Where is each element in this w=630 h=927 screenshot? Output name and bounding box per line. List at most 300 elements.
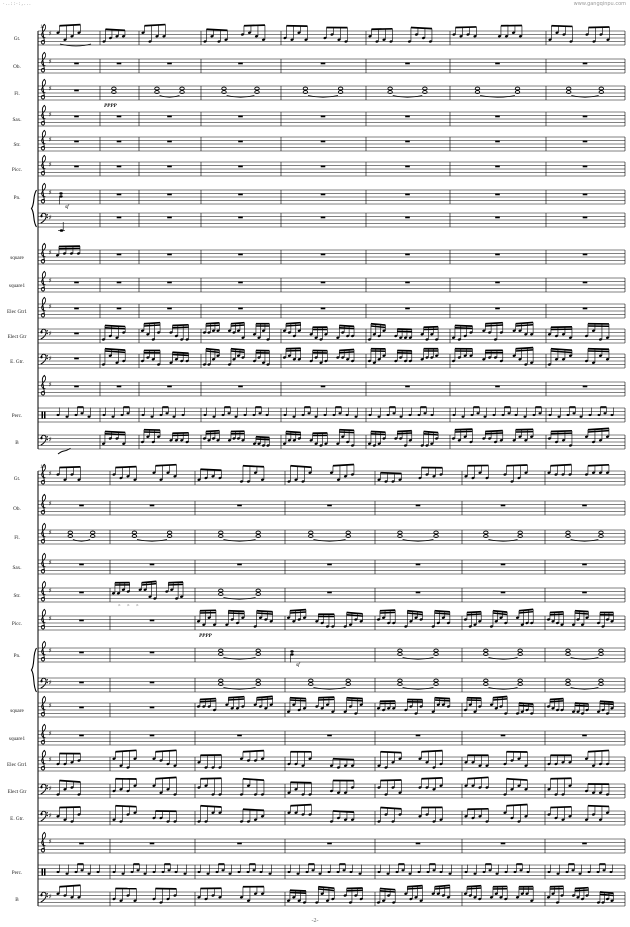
- measure-content: [321, 254, 326, 256]
- key-signature-sharp: ♯: [48, 188, 52, 197]
- measure-content: [452, 322, 534, 341]
- measure-content: [321, 194, 326, 196]
- staff-row-Fl.: [14, 523, 625, 544]
- svg-text:>: >: [118, 602, 121, 608]
- measure-content: [104, 87, 118, 109]
- measure-content: [495, 386, 500, 388]
- measure-content: [321, 63, 326, 65]
- staff-row-Pn.: [14, 641, 625, 692]
- measure-content: [219, 649, 261, 659]
- measure-content: [117, 141, 122, 143]
- measure-content: [56, 754, 81, 766]
- staff-row-E. Gtr.: [10, 348, 625, 368]
- measure-content: [583, 254, 588, 256]
- measure-content: [368, 431, 439, 447]
- measure-content: [582, 843, 587, 845]
- measure-content: [74, 386, 79, 388]
- measure-content: [237, 505, 242, 507]
- measure-content: [167, 194, 172, 196]
- measure-content: [321, 166, 326, 168]
- measure-content: [132, 531, 172, 541]
- key-signature-sharp: ♯: [48, 729, 52, 738]
- key-signature-sharp: ♯: [48, 701, 52, 710]
- key-signature-sharp: ♯: [48, 614, 52, 623]
- staff-label: Ob.: [13, 64, 21, 70]
- measure-content: [219, 589, 261, 599]
- measure-content: [405, 386, 410, 388]
- measure-content: [405, 63, 410, 65]
- measure-content: [416, 564, 421, 566]
- staff-label: E. Gtr.: [10, 816, 24, 822]
- key-signature-sharp: ♯: [48, 29, 52, 38]
- measure-content: [238, 194, 243, 196]
- measure-content: [405, 217, 410, 219]
- measure-content: [583, 308, 588, 310]
- measure-content: [464, 805, 528, 823]
- staff-label: Picc.: [11, 167, 23, 173]
- measure-content: [566, 679, 603, 689]
- measure-content: [547, 750, 609, 767]
- measure-content: [484, 679, 523, 689]
- key-signature-sharp: ♯: [48, 678, 52, 687]
- measure-content: [287, 697, 363, 715]
- measure-content: [290, 650, 301, 668]
- measure-content: [238, 308, 243, 310]
- measure-content: [197, 751, 264, 769]
- measure-content: [112, 465, 177, 482]
- staff-row-Gt.: [14, 464, 625, 485]
- measure-content: [582, 505, 587, 507]
- measure-content: [117, 116, 122, 118]
- measure-content: [287, 781, 354, 797]
- staff-label: Pn.: [13, 195, 21, 201]
- measure-content: [287, 805, 354, 823]
- measure-content: [150, 707, 155, 709]
- measure-content: [117, 63, 122, 65]
- staff-row-Elect Gtr: [8, 322, 625, 343]
- bass-clef-icon: [40, 678, 48, 688]
- measure-content: [167, 116, 172, 118]
- staff-row-Sax.: [12, 553, 625, 574]
- measure-content: [465, 864, 530, 875]
- measure-content: [74, 308, 79, 310]
- staff-row-Elect Gtr: [8, 777, 625, 798]
- staff-label: square: [10, 255, 24, 261]
- measure-content: [548, 428, 610, 447]
- measure-content: [74, 166, 79, 168]
- measure-content: [112, 889, 177, 905]
- measure-content: [112, 777, 177, 796]
- measure-content: [452, 429, 534, 443]
- measure-content: [219, 679, 261, 689]
- measure-content: [416, 735, 421, 737]
- staff-row-Str.: [13, 581, 625, 607]
- measure-content: [405, 141, 410, 143]
- measure-content: [113, 864, 187, 875]
- measure-content: [501, 592, 506, 594]
- measure-content: [398, 679, 438, 689]
- measure-content: [56, 807, 81, 823]
- watermark-top-left: ·..::·:,...: [3, 1, 32, 7]
- measure-content: [141, 430, 189, 444]
- measure-content: [167, 166, 172, 168]
- measure-content: [141, 25, 166, 43]
- measure-content: [495, 63, 500, 65]
- measure-content: [79, 505, 84, 507]
- measure-content: [102, 326, 126, 342]
- measure-content: [495, 217, 500, 219]
- measure-content: [79, 592, 84, 594]
- bass-clef-icon: [40, 784, 48, 794]
- key-signature-sharp: ♯: [48, 558, 52, 567]
- measure-content: [167, 217, 172, 219]
- measure-content: [583, 217, 588, 219]
- measure-content: [197, 610, 273, 639]
- staff-row-B: [15, 428, 625, 454]
- measure-content: [405, 282, 410, 284]
- measure-content: [321, 308, 326, 310]
- measure-content: [68, 531, 95, 541]
- measure-content: [112, 581, 184, 607]
- staff-label: Picc.: [11, 621, 23, 627]
- measure-content: [567, 87, 604, 97]
- system-1: [7, 24, 625, 454]
- measure-content: [238, 217, 243, 219]
- key-signature-sharp: ♯: [48, 755, 52, 764]
- measure-content: [464, 886, 534, 903]
- measure-content: [327, 564, 332, 566]
- measure-content: [155, 87, 184, 97]
- measure-content: [501, 564, 506, 566]
- measure-content: [484, 531, 523, 541]
- measure-content: [453, 407, 542, 418]
- staff-label: Fl.: [14, 91, 20, 97]
- measure-content: [79, 564, 84, 566]
- watermark-site-url: www.gangqinpu.com: [573, 1, 626, 7]
- staff-row-E. Gtr.: [10, 805, 625, 825]
- measure-content: [398, 531, 438, 541]
- measure-content: [416, 843, 421, 845]
- measure-content: [142, 407, 185, 418]
- svg-text:>: >: [127, 602, 130, 608]
- measure-content: [583, 282, 588, 284]
- staff-label: Fl.: [14, 535, 20, 541]
- measure-content: [452, 26, 522, 38]
- measure-content: [197, 696, 273, 711]
- staff-row-Fl.: [14, 79, 625, 109]
- staff-row-Elec Gtr1: [7, 297, 625, 318]
- staff-label: Elec Gtr1: [6, 309, 28, 315]
- measure-content: [377, 468, 443, 484]
- measure-content: [238, 282, 243, 284]
- measure-content: [388, 87, 427, 97]
- key-signature-sharp: ♯: [48, 248, 52, 257]
- measure-content: [74, 141, 79, 143]
- staff-row-Perc.: [12, 407, 625, 422]
- measure-content: [141, 323, 189, 341]
- staff-row-Picc.: [12, 155, 625, 176]
- measure-content: [583, 386, 588, 388]
- measure-content: [484, 649, 523, 659]
- measure-content: [150, 682, 155, 684]
- measure-content: [79, 682, 84, 684]
- measure-content: [548, 864, 613, 875]
- measure-content: [378, 864, 452, 875]
- bass-clef-icon: [40, 892, 48, 902]
- measure-content: [464, 609, 534, 628]
- key-signature-sharp: ♯: [48, 110, 52, 119]
- staff-row-Ob.: [13, 494, 625, 515]
- measure-content: [583, 116, 588, 118]
- measure-content: [238, 254, 243, 256]
- measure-content: [583, 141, 588, 143]
- dynamic-sf: sf: [296, 662, 300, 668]
- measure-content: [117, 254, 122, 256]
- key-signature-sharp: ♯: [48, 528, 52, 537]
- staff-label: Perc.: [11, 870, 23, 876]
- dynamic-pppp: PPPP: [104, 103, 117, 109]
- measure-content: [327, 735, 332, 737]
- measure-content: [141, 351, 189, 367]
- measure-number: 11: [40, 25, 45, 30]
- measure-content: [167, 386, 172, 388]
- staff-row-unnamed-13: [38, 832, 625, 853]
- measure-content: [566, 531, 603, 541]
- measure-content: [377, 807, 443, 823]
- staff-label: square: [10, 708, 24, 714]
- measure-content: [222, 87, 259, 97]
- measure-content: [284, 407, 358, 418]
- bass-clef-icon: [40, 435, 48, 445]
- measure-content: [582, 564, 587, 566]
- measure-content: [117, 166, 122, 168]
- staff-row-square1: [9, 271, 625, 292]
- measure-content: [495, 166, 500, 168]
- percussion-clef-icon: [42, 869, 44, 876]
- staff-label: Str.: [13, 142, 21, 148]
- measure-content: [219, 531, 261, 541]
- measure-content: [377, 885, 451, 904]
- measure-content: [150, 620, 155, 622]
- measure-content: [398, 649, 438, 659]
- measure-content: [203, 323, 270, 341]
- staff-row-Str.: [13, 130, 625, 151]
- measure-content: [150, 564, 155, 566]
- bass-clef-icon: [40, 354, 48, 364]
- staff-label: Elec Gtr1: [6, 762, 28, 768]
- measure-number: 19: [40, 465, 45, 470]
- key-signature-sharp: ♯: [48, 302, 52, 311]
- measure-content: [464, 777, 528, 796]
- measure-content: [238, 63, 243, 65]
- measure-content: [566, 649, 603, 659]
- measure-content: [197, 778, 264, 796]
- measure-content: [56, 25, 91, 46]
- measure-content: [57, 864, 100, 875]
- measure-content: [197, 887, 264, 903]
- measure-content: [495, 116, 500, 118]
- measure-content: [238, 386, 243, 388]
- measure-content: [57, 407, 91, 418]
- staff-label: Elect Gtr: [7, 789, 27, 795]
- measure-content: [150, 652, 155, 654]
- staff-row-square: [10, 243, 625, 264]
- measure-content: [321, 282, 326, 284]
- measure-content: [321, 217, 326, 219]
- measure-content: [368, 349, 439, 365]
- measure-content: [283, 348, 355, 364]
- staff-row-square: [10, 696, 625, 717]
- staff-row-unnamed-7: [38, 678, 625, 692]
- measure-content: [416, 505, 421, 507]
- staff-label: Perc.: [11, 413, 23, 419]
- staff-label: Elect Gtr: [7, 334, 27, 340]
- measure-content: [583, 194, 588, 196]
- measure-content: [74, 358, 79, 360]
- staff-row-unnamed-13: [38, 375, 625, 396]
- staff-row-unnamed-7: [38, 213, 625, 232]
- measure-content: [79, 843, 84, 845]
- measure-content: [405, 194, 410, 196]
- measure-content: [103, 407, 130, 418]
- staff-row-Picc.: [12, 609, 625, 639]
- measure-content: [583, 166, 588, 168]
- measure-content: [237, 843, 242, 845]
- measure-content: [150, 505, 155, 507]
- measure-content: [309, 679, 351, 689]
- measure-content: [327, 843, 332, 845]
- staff-row-B: [15, 885, 625, 906]
- measure-content: [582, 592, 587, 594]
- page-number: -2-: [311, 918, 319, 924]
- measure-content: [117, 217, 122, 219]
- key-signature-sharp: ♯: [48, 586, 52, 595]
- measure-content: [117, 194, 122, 196]
- measure-content: [237, 735, 242, 737]
- measure-content: [327, 505, 332, 507]
- staff-label: Gt.: [13, 476, 21, 482]
- staff-label: E. Gtr.: [10, 359, 24, 365]
- measure-content: [56, 467, 81, 481]
- measure-content: [501, 735, 506, 737]
- measure-content: [167, 254, 172, 256]
- measure-content: [309, 531, 351, 541]
- measure-content: [238, 116, 243, 118]
- measure-content: [377, 778, 443, 796]
- staff-row-Perc.: [12, 864, 625, 879]
- key-signature-sharp: ♯: [48, 499, 52, 508]
- measure-content: [464, 697, 534, 715]
- measure-content: [74, 63, 79, 65]
- measure-content: [102, 29, 125, 43]
- measure-content: [203, 431, 270, 447]
- key-signature-sharp: ♯: [48, 646, 52, 655]
- measure-content: [501, 843, 506, 845]
- measure-content: [369, 407, 434, 418]
- measure-content: [495, 282, 500, 284]
- piano-brace: [32, 648, 37, 692]
- staff-label: Ob.: [13, 506, 21, 512]
- key-signature-sharp: ♯: [48, 811, 52, 820]
- key-signature-sharp: ♯: [48, 276, 52, 285]
- key-signature-sharp: ♯: [48, 380, 52, 389]
- measure-content: [583, 63, 588, 65]
- measure-content: [547, 806, 609, 822]
- measure-content: [167, 308, 172, 310]
- measure-content: [405, 254, 410, 256]
- measure-content: [167, 63, 172, 65]
- measure-content: [167, 282, 172, 284]
- measure-content: [405, 308, 410, 310]
- key-signature-sharp: ♯: [48, 435, 52, 444]
- measure-content: [56, 781, 81, 797]
- key-signature-sharp: ♯: [48, 160, 52, 169]
- key-signature-sharp: ♯: [48, 837, 52, 846]
- measure-content: [79, 620, 84, 622]
- dynamic-pppp: PPPP: [199, 633, 212, 639]
- staff-row-Ob.: [13, 52, 625, 73]
- measure-content: [321, 386, 326, 388]
- measure-content: [112, 750, 177, 769]
- staff-label: Gt.: [13, 36, 21, 42]
- measure-content: [79, 652, 84, 654]
- key-signature-sharp: ♯: [48, 135, 52, 144]
- measure-content: [495, 141, 500, 143]
- measure-content: [377, 610, 451, 628]
- key-signature-sharp: ♯: [48, 354, 52, 363]
- measure-content: [452, 348, 534, 366]
- staff-row-Elec Gtr1: [7, 750, 625, 771]
- measure-content: [117, 386, 122, 388]
- staff-row-square1: [9, 724, 625, 745]
- staff-label: square1: [8, 736, 26, 742]
- measure-content: [237, 564, 242, 566]
- key-signature-sharp: ♯: [48, 784, 52, 793]
- measure-content: [464, 465, 528, 483]
- measure-content: [79, 735, 84, 737]
- key-signature-sharp: ♯: [48, 469, 52, 478]
- staff-label: square1: [8, 283, 26, 289]
- measure-content: [547, 778, 609, 796]
- measure-content: [288, 864, 362, 875]
- measure-content: [321, 141, 326, 143]
- measure-content: [327, 592, 332, 594]
- measure-content: [495, 254, 500, 256]
- staff-label: Sax.: [12, 117, 22, 123]
- measure-content: [117, 308, 122, 310]
- staff-label: Sax.: [12, 565, 22, 571]
- measure-content: [203, 25, 265, 43]
- measure-content: [287, 465, 354, 483]
- staff-label: Str.: [13, 593, 21, 599]
- measure-content: [238, 141, 243, 143]
- measure-content: [150, 843, 155, 845]
- measure-content: [475, 87, 519, 97]
- measure-content: [377, 751, 443, 769]
- measure-content: [238, 166, 243, 168]
- measure-content: [74, 90, 79, 92]
- measure-content: [549, 407, 614, 418]
- key-signature-sharp: ♯: [48, 213, 52, 222]
- staff-row-Pn.: [14, 183, 625, 227]
- measure-content: [368, 28, 432, 44]
- staff-label: Pn.: [13, 653, 21, 659]
- measure-content: [405, 166, 410, 168]
- staff-label: B: [15, 440, 19, 446]
- percussion-clef-icon: [42, 412, 44, 419]
- measure-content: [59, 192, 70, 210]
- bass-clef-icon: [40, 811, 48, 821]
